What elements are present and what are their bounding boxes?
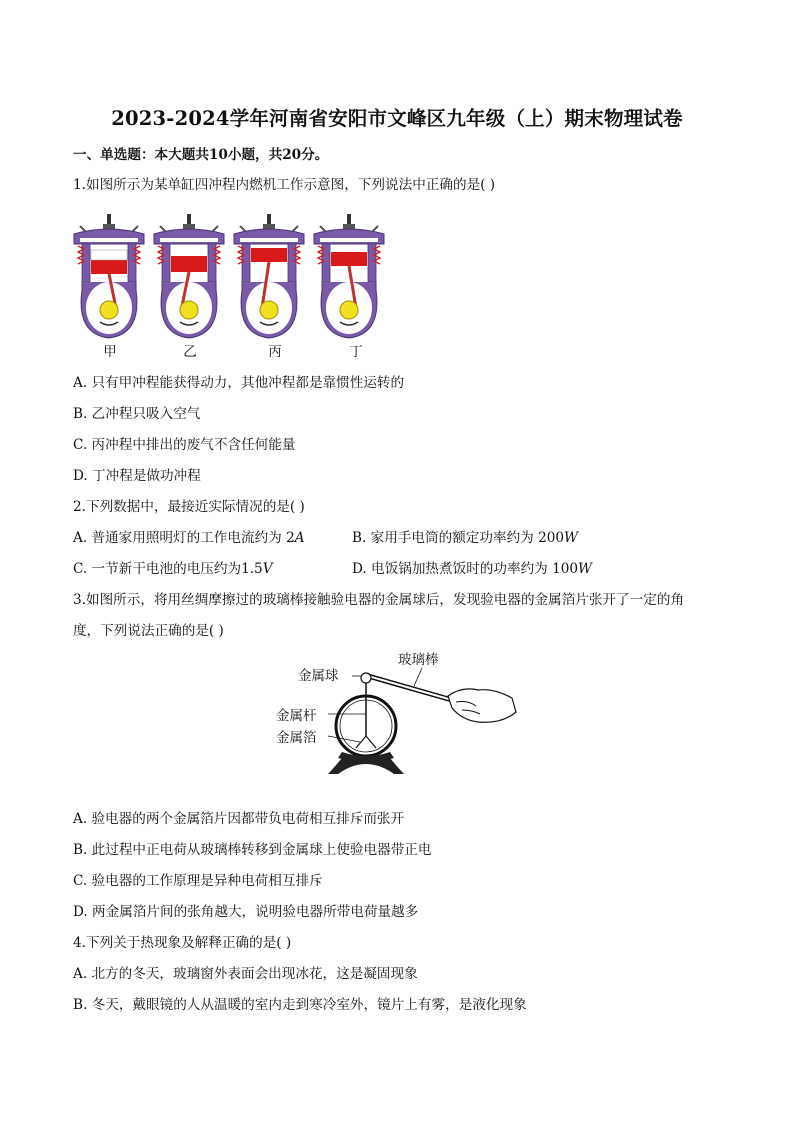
- page-title: 2023-2024学年河南省安阳市文峰区九年级（上）期末物理试卷: [111, 107, 683, 130]
- section-heading: 一、单选题：本大题共10小题，共20分。: [73, 147, 329, 163]
- question-3-stem-line1: 3.如图所示，将用丝绸摩擦过的玻璃棒接触验电器的金属球后，发现验电器的金属箔片张开了一定的角: [73, 592, 685, 608]
- question-1-option-a: A. 只有甲冲程能获得动力，其他冲程都是靠惯性运转的: [73, 375, 405, 391]
- label-metal-ball: 金属球: [298, 668, 339, 684]
- label-metal-foil: 金属箔: [276, 730, 317, 746]
- fig-label-bing: 丙: [268, 344, 282, 360]
- engine-strokes-figure: [72, 212, 392, 362]
- label-metal-bar: 金属杆: [276, 708, 317, 724]
- question-2-option-c: C. 一节新干电池的电压约为1.5V: [73, 561, 273, 577]
- question-1-option-b: B. 乙冲程只吸入空气: [73, 406, 201, 422]
- question-2-stem: 2.下列数据中，最接近实际情况的是( ): [73, 499, 305, 515]
- fig-label-jia: 甲: [103, 344, 117, 360]
- question-1-option-d: D. 丁冲程是做功冲程: [73, 468, 201, 484]
- question-3-stem-line2: 度，下列说法正确的是( ): [73, 623, 224, 639]
- label-glass-rod: 玻璃棒: [398, 652, 439, 668]
- question-3-option-a: A. 验电器的两个金属箔片因都带负电荷相互排斥而张开: [73, 811, 405, 827]
- electroscope-figure: [272, 648, 522, 778]
- question-2-option-d: D. 电饭锅加热煮饭时的功率约为 100W: [352, 561, 593, 577]
- question-2-option-a: A. 普通家用照明灯的工作电流约为 2A: [73, 530, 305, 546]
- question-3-option-b: B. 此过程中正电荷从玻璃棒转移到金属球上使验电器带正电: [73, 842, 432, 858]
- fig-label-ding: 丁: [349, 344, 363, 360]
- question-3-option-c: C. 验电器的工作原理是异种电荷相互排斥: [73, 873, 323, 889]
- question-3-option-d: D. 两金属箔片间的张角越大，说明验电器所带电荷量越多: [73, 904, 419, 920]
- fig-label-yi: 乙: [183, 344, 197, 360]
- question-4-option-a: A. 北方的冬天，玻璃窗外表面会出现冰花，这是凝固现象: [73, 966, 418, 982]
- question-2-option-b: B. 家用手电筒的额定功率约为 200W: [352, 530, 579, 546]
- question-4-stem: 4.下列关于热现象及解释正确的是( ): [73, 935, 292, 951]
- question-4-option-b: B. 冬天，戴眼镜的人从温暖的室内走到寒冷室外，镜片上有雾，是液化现象: [73, 997, 527, 1013]
- question-1-stem: 1.如图所示为某单缸四冲程内燃机工作示意图，下列说法中正确的是( ): [73, 177, 496, 193]
- question-1-option-c: C. 丙冲程中排出的废气不含任何能量: [73, 437, 296, 453]
